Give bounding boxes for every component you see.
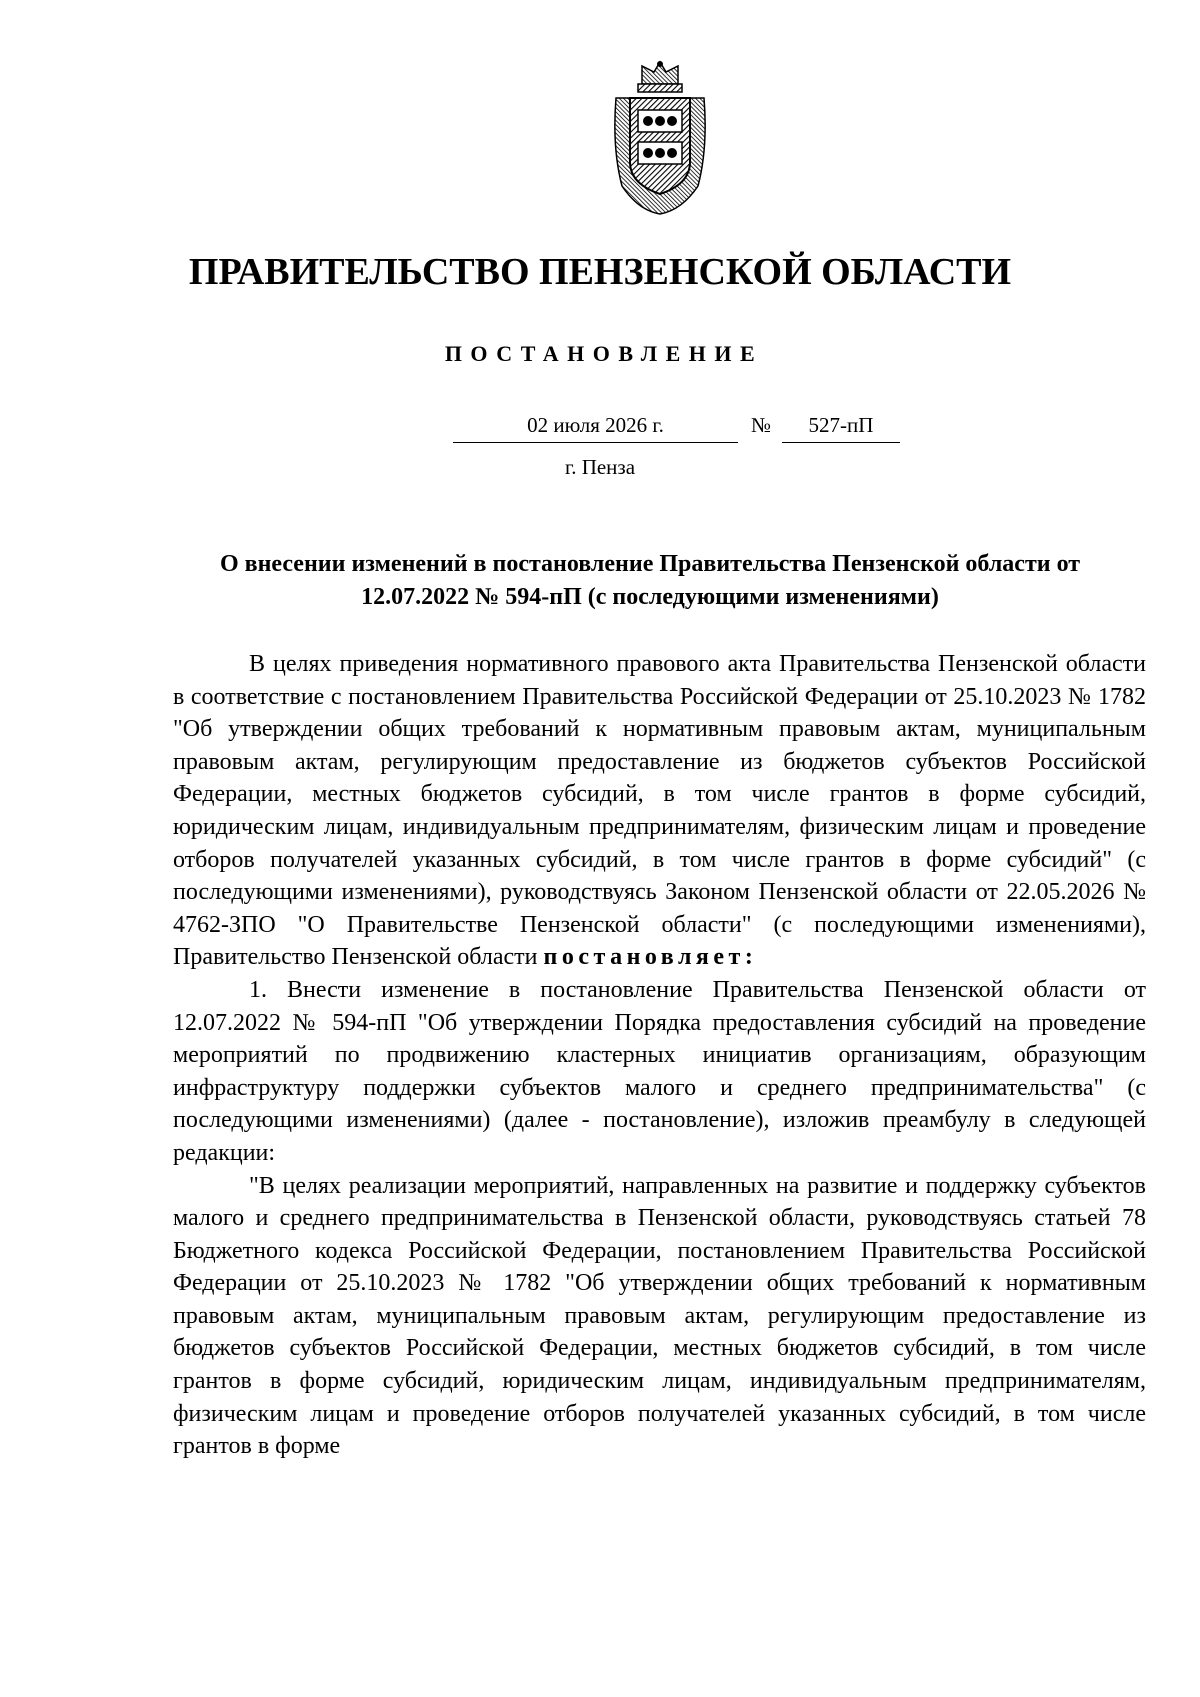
number-sign: №	[750, 413, 772, 437]
document-city: г. Пенза	[564, 455, 636, 479]
document-date: 02 июля 2026 г.	[453, 412, 738, 443]
document-body	[173, 648, 1146, 1463]
coat-of-arms-icon	[608, 58, 712, 216]
document-type: ПОСТАНОВЛЕНИЕ	[444, 341, 764, 366]
resolves-word: постановляет:	[543, 944, 758, 971]
preamble-paragraph	[173, 648, 1146, 974]
quote-paragraph: "В целях реализации мероприятий, направленных на развитие и поддержку субъектов малого и среднего предпринимательства в Пензенской области, руководствуясь статьей 78 Бюджетного кодекса Российской Федерации, постановлением Правительства Российской Федерации от 25.10.2023 № 1782 "Об утверждении общих требований к нормативным правовым актам, муниципальным правовым актам, регулирующим предоставление из бюджетов субъектов Российской Федерации, местных бюджетов субсидий, в том числе грантов в форме субсидий, юридическим лицам, индивидуальным предпринимателям, физическим лицам и проведение отборов получателей указанных субсидий, в том числе грантов в форме	[173, 1172, 1146, 1460]
government-title: ПРАВИТЕЛЬСТВО ПЕНЗЕНСКОЙ ОБЛАСТИ	[188, 251, 1012, 293]
item-1-paragraph: 1. Внести изменение в постановление Правительства Пензенской области от 12.07.2022 № 594-пП "Об утверждении Порядка предоставления субсидий на проведение мероприятий по продвижению кластерных инициатив организациям, образующим инфраструктуру поддержки субъектов малого и среднего предпринимательства" (с последующими изменениями) (далее - постановление), изложив преамбулу в следующей редакции:	[173, 976, 1146, 1166]
document-subject: О внесении изменений в постановление Правительства Пензенской области от 12.07.2022 № 594-пП (с последующими изменениями)	[219, 551, 1081, 610]
document-number: 527-пП	[782, 412, 900, 443]
preamble-text: В целях приведения нормативного правового акта Правительства Пензенской области в соответствие с постановлением Правительства Российской Федерации от 25.10.2023 № 1782 "Об утверждении общих требований к нормативным правовым актам, муниципальным правовым актам, регулирующим предоставление из бюджетов субъектов Российской Федерации, местных бюджетов субсидий, в том числе грантов в форме субсидий, юридическим лицам, индивидуальным предпринимателям, физическим лицам и проведение отборов получателей указанных субсидий, в том числе грантов в форме субсидий" (с последующими изменениями), руководствуясь Законом Пензенской области от 22.05.2026 № 4762-ЗПО "О Правительстве Пензенской области" (с последующими изменениями), Правительство Пензенской области	[173, 651, 1146, 971]
